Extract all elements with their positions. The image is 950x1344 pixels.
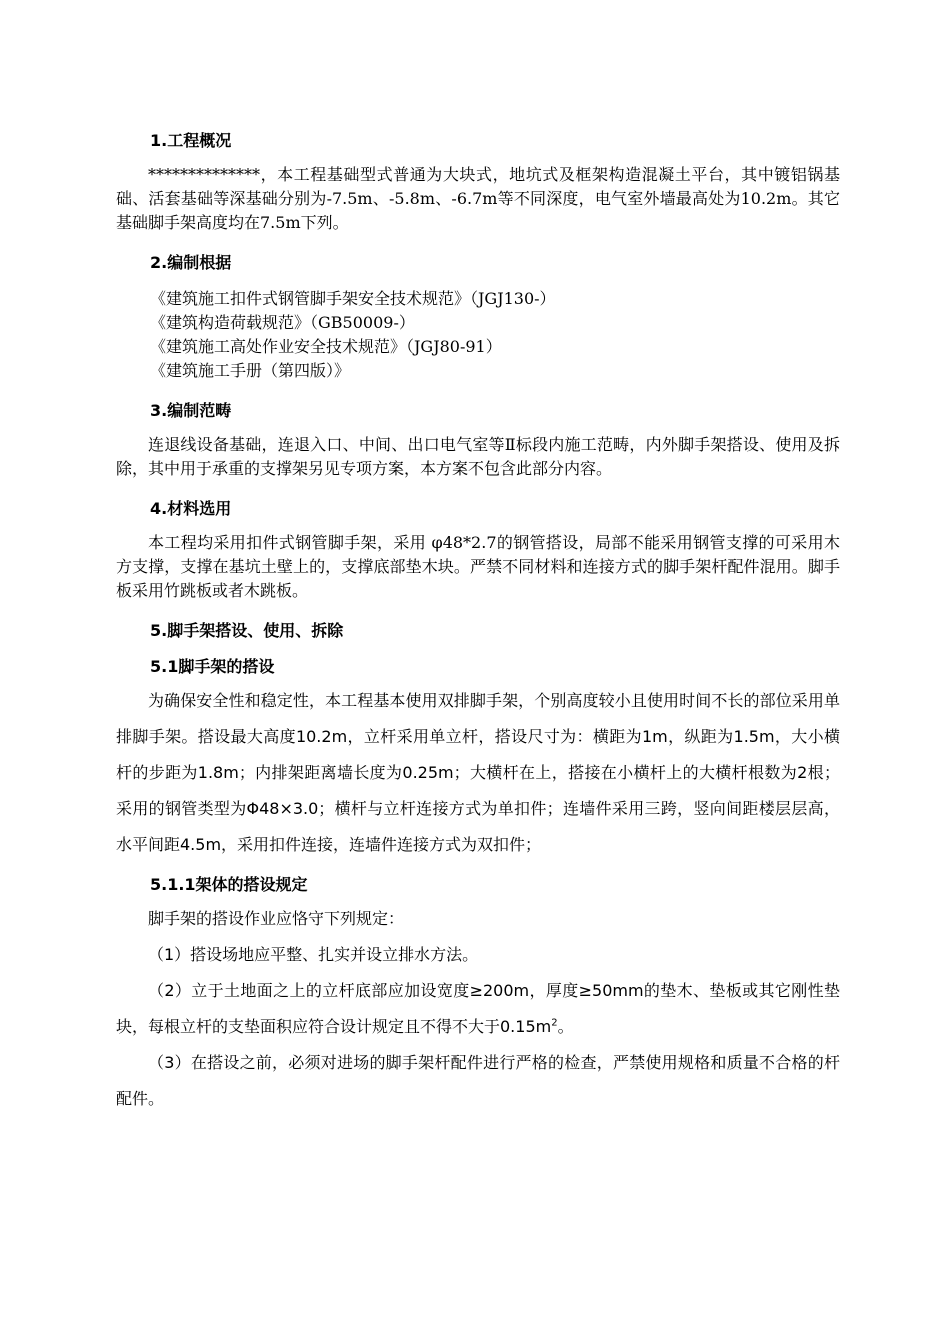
- section-1-heading: 1.工程概况: [150, 131, 232, 150]
- rule-item-3: （3）在搭设之前，必须对进场的脚手架杆配件进行严格的检查，严禁使用规格和质量不合格的杆配件。: [116, 1053, 840, 1108]
- reference-item: 《建筑施工高处作业安全技术规范》（JGJ80-91）: [150, 337, 502, 356]
- rule-item-1: （1）搭设场地应平整、扎实并设立排水方法。: [148, 945, 479, 964]
- section-5-1-1-heading: 5.1.1架体的搭设规定: [150, 875, 308, 894]
- section-3-paragraph: 连退线设备基础，连退入口、中间、出口电气室等Ⅱ标段内施工范畴，内外脚手架搭设、使用及拆除，其中用于承重的支撑架另见专项方案，本方案不包含此部分内容。: [116, 435, 840, 478]
- section-5-1-heading: 5.1脚手架的搭设: [150, 657, 275, 676]
- section-5-1-paragraph: 为确保安全性和稳定性，本工程基本使用双排脚手架，个别高度较小且使用时间不长的部位采用单排脚手架。搭设最大高度10.2m，立杆采用单立杆，搭设尺寸为：横距为1m，纵距为1.5m，大小横杆的步距为1.8m；内排架距离墙长度为0.25m；大横杆在上，搭接在小横杆上的大横杆根数为2根；采用的钢管类型为Φ48×3.0；横杆与立杆连接方式为单扣件；连墙件采用三跨，竖向间距楼层层高，水平间距4.5m，采用扣件连接，连墙件连接方式为双扣件；: [116, 691, 840, 854]
- reference-item: 《建筑施工扣件式钢管脚手架安全技术规范》（JGJ130-）: [150, 289, 556, 308]
- superscript-2: 2: [551, 1017, 558, 1029]
- section-5-heading: 5.脚手架搭设、使用、拆除: [150, 621, 344, 640]
- rule-item-2: [116, 973, 840, 1045]
- section-1-paragraph: **************，本工程基础型式普通为大块式，地坑式及框架构造混凝土平台，其中镀铝锅基础、活套基础等深基础分别为-7.5m、-5.8m、-6.7m等不同深度，电气室外墙最高处为10.2m。其它基础脚手架高度均在7.5m下列。: [116, 165, 840, 232]
- section-4-heading: 4.材料选用: [150, 499, 232, 518]
- rule-item-2-end: 。: [557, 1017, 574, 1036]
- reference-item: 《建筑施工手册（第四版）》: [150, 361, 351, 380]
- section-2-heading: 2.编制根据: [150, 253, 232, 272]
- section-5-1-1-intro: 脚手架的搭设作业应恪守下列规定：: [148, 909, 405, 928]
- rule-item-2-text: （2）立于土地面之上的立杆底部应加设宽度≥200m，厚度≥50mm的垫木、垫板或其它刚性垫块，每根立杆的支垫面积应符合设计规定且不得不大于0.15m: [116, 981, 840, 1036]
- section-3-heading: 3.编制范畴: [150, 401, 232, 420]
- reference-item: 《建筑构造荷载规范》（GB50009-）: [150, 313, 415, 332]
- section-4-paragraph: 本工程均采用扣件式钢管脚手架，采用 φ48*2.7的钢管搭设，局部不能采用钢管支撑的可采用木方支撑，支撑在基坑土壁上的，支撑底部垫木块。严禁不同材料和连接方式的脚手架杆配件混用。脚手板采用竹跳板或者木跳板。: [116, 533, 840, 600]
- document-content: [116, 122, 840, 1117]
- reference-list: [116, 287, 840, 383]
